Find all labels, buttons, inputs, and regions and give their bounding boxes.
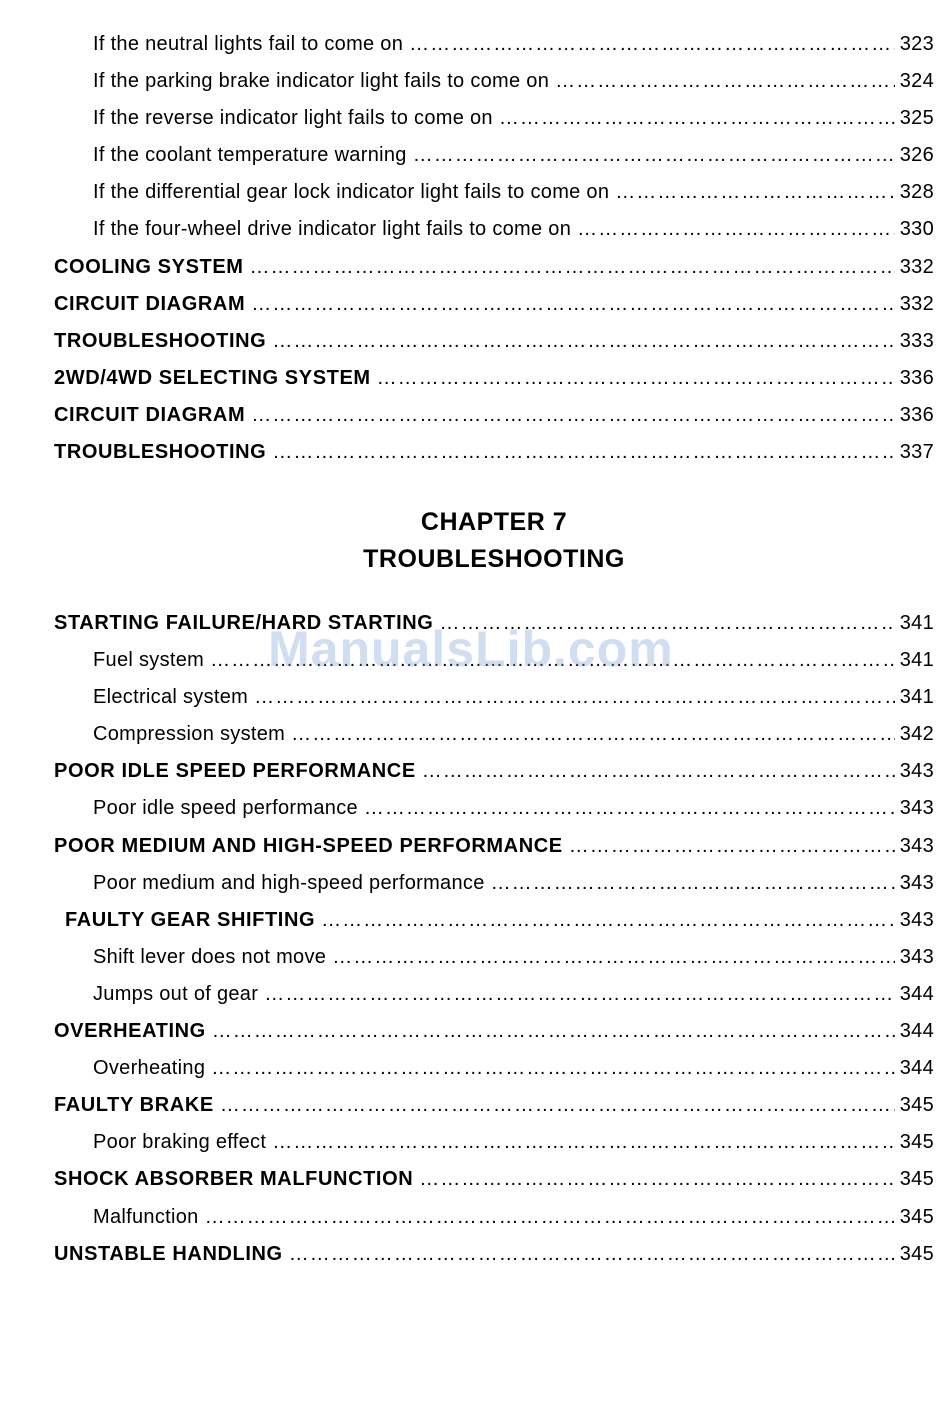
toc-entry-page: 345 <box>899 1242 934 1265</box>
dot-leader <box>364 797 895 820</box>
dot-leader <box>254 686 895 709</box>
dot-leader <box>272 441 895 464</box>
dot-leader <box>422 760 895 783</box>
dot-leader <box>413 144 895 167</box>
toc-entry-label: Poor idle speed performance <box>93 797 358 820</box>
toc-entry[interactable] <box>54 293 934 330</box>
dot-leader <box>332 946 895 969</box>
toc-entry-page: 330 <box>899 218 934 241</box>
dot-leader <box>409 33 895 56</box>
toc-entry[interactable] <box>54 872 934 909</box>
toc-entry-page: 332 <box>899 292 934 315</box>
toc-entry-page: 323 <box>899 33 934 55</box>
dot-leader <box>377 367 895 390</box>
toc-entry[interactable] <box>54 983 934 1020</box>
toc-entry[interactable] <box>54 723 934 760</box>
toc-entry-label: CIRCUIT DIAGRAM <box>54 403 246 426</box>
toc-entry-label: COOLING SYSTEM <box>54 255 244 278</box>
toc-entry-label: Jumps out of gear <box>93 982 259 1005</box>
toc-entry[interactable] <box>54 1020 934 1057</box>
toc-section-chapter-7 <box>54 612 934 1280</box>
toc-entry-page: 341 <box>899 612 934 634</box>
toc-entry-page: 324 <box>899 70 934 93</box>
dot-leader <box>555 70 895 93</box>
toc-entry[interactable] <box>54 1057 934 1094</box>
toc-entry-label: TROUBLESHOOTING <box>54 329 267 352</box>
toc-entry-page: 343 <box>899 797 934 820</box>
dot-leader <box>577 218 895 241</box>
toc-section-top <box>54 33 934 478</box>
toc-entry[interactable] <box>54 256 934 293</box>
toc-entry-label: STARTING FAILURE/HARD STARTING <box>54 612 434 634</box>
toc-entry-page: 343 <box>899 760 934 783</box>
toc-entry[interactable] <box>54 107 934 144</box>
toc-entry-page: 328 <box>899 181 934 204</box>
toc-entry-label: CIRCUIT DIAGRAM <box>54 292 246 315</box>
toc-entry-label: Fuel system <box>93 649 205 672</box>
toc-entry-page: 342 <box>899 723 934 746</box>
toc-entry[interactable] <box>54 612 934 649</box>
toc-entry[interactable] <box>54 218 934 255</box>
toc-entry-page: 336 <box>899 366 934 389</box>
toc-entry[interactable] <box>54 367 934 404</box>
toc-entry-label: Malfunction <box>93 1205 199 1228</box>
toc-entry-page: 343 <box>899 945 934 968</box>
toc-entry-label: UNSTABLE HANDLING <box>54 1242 283 1265</box>
toc-entry[interactable] <box>54 1243 934 1280</box>
toc-entry[interactable] <box>54 1131 934 1168</box>
dot-leader <box>211 1057 895 1080</box>
dot-leader <box>251 293 895 316</box>
toc-entry-page: 345 <box>899 1168 934 1191</box>
toc-entry[interactable] <box>54 909 934 946</box>
toc-entry-label: TROUBLESHOOTING <box>54 441 267 464</box>
toc-entry-page: 332 <box>899 255 934 278</box>
toc-entry[interactable] <box>54 835 934 872</box>
dot-leader <box>205 1206 895 1229</box>
toc-entry[interactable] <box>54 330 934 367</box>
toc-entry[interactable] <box>54 1094 934 1131</box>
toc-entry-page: 345 <box>899 1094 934 1117</box>
toc-entry-label: If the reverse indicator light fails to come on <box>93 107 493 130</box>
toc-entry-label: SHOCK ABSORBER MALFUNCTION <box>54 1168 414 1191</box>
dot-leader <box>289 1243 895 1266</box>
toc-entry-label: POOR MEDIUM AND HIGH-SPEED PERFORMANCE <box>54 834 563 857</box>
dot-leader <box>210 649 895 672</box>
toc-entry[interactable] <box>54 760 934 797</box>
watermark: ManualsLib.com <box>268 621 674 677</box>
toc-entry-page: 326 <box>899 144 934 167</box>
toc-entry-page: 333 <box>899 329 934 352</box>
toc-entry-label: If the parking brake indicator light fails to come on <box>93 70 550 93</box>
toc-entry[interactable] <box>54 649 934 686</box>
toc-entry-label: If the four-wheel drive indicator light fails to come on <box>93 218 572 241</box>
toc-entry-label: Overheating <box>93 1057 206 1080</box>
dot-leader <box>321 909 895 932</box>
toc-entry-page: 341 <box>899 649 934 672</box>
toc-entry-label: Poor braking effect <box>93 1131 267 1154</box>
dot-leader <box>291 723 895 746</box>
toc-entry[interactable] <box>54 797 934 834</box>
toc-entry-label: POOR IDLE SPEED PERFORMANCE <box>54 760 416 783</box>
dot-leader <box>439 612 895 635</box>
toc-entry-page: 337 <box>899 441 934 464</box>
toc-entry-label: Shift lever does not move <box>93 945 327 968</box>
toc-entry[interactable] <box>54 404 934 441</box>
toc-entry-label: Electrical system <box>93 686 249 709</box>
dot-leader <box>419 1168 895 1191</box>
toc-entry-page: 343 <box>899 908 934 931</box>
dot-leader <box>272 330 895 353</box>
dot-leader <box>569 835 895 858</box>
toc-entry[interactable] <box>54 1206 934 1243</box>
chapter-number: CHAPTER 7 <box>420 508 568 536</box>
toc-entry[interactable] <box>54 144 934 181</box>
toc-entry-label: If the neutral lights fail to come on <box>93 33 404 55</box>
toc-entry-page: 344 <box>899 1057 934 1080</box>
dot-leader <box>251 404 895 427</box>
toc-entry-page: 341 <box>899 686 934 709</box>
toc-entry-page: 344 <box>899 1020 934 1043</box>
toc-entry-page: 345 <box>899 1131 934 1154</box>
toc-entry-label: Compression system <box>93 723 286 746</box>
toc-entry[interactable] <box>54 1168 934 1205</box>
dot-leader <box>264 983 895 1006</box>
dot-leader <box>212 1020 895 1043</box>
chapter-title: TROUBLESHOOTING <box>363 545 625 573</box>
toc-entry[interactable] <box>54 70 934 107</box>
toc-entry-label: 2WD/4WD SELECTING SYSTEM <box>54 366 371 389</box>
toc-entry-label: If the differential gear lock indicator light fails to come on <box>93 181 610 204</box>
toc-entry-label: FAULTY GEAR SHIFTING <box>65 908 316 931</box>
toc-entry[interactable] <box>54 181 934 218</box>
dot-leader <box>615 181 895 204</box>
toc-entry[interactable] <box>54 33 934 70</box>
toc-entry-label: OVERHEATING <box>54 1020 206 1043</box>
toc-entry-page: 345 <box>899 1205 934 1228</box>
toc-entry-page: 336 <box>899 403 934 426</box>
toc-entry-page: 325 <box>899 107 934 130</box>
toc-entry-page: 344 <box>899 982 934 1005</box>
toc-entry[interactable] <box>54 686 934 723</box>
dot-leader <box>499 107 895 130</box>
toc-entry-label: Poor medium and high-speed performance <box>93 871 485 894</box>
toc-entry-label: FAULTY BRAKE <box>54 1094 214 1117</box>
dot-leader <box>272 1131 895 1154</box>
dot-leader <box>250 256 895 279</box>
toc-entry-page: 343 <box>899 871 934 894</box>
dot-leader <box>220 1094 895 1117</box>
toc-entry-label: If the coolant temperature warning <box>93 144 407 167</box>
toc-entry[interactable] <box>54 946 934 983</box>
toc-entry-page: 343 <box>899 834 934 857</box>
dot-leader <box>491 872 895 895</box>
toc-entry[interactable] <box>54 441 934 478</box>
